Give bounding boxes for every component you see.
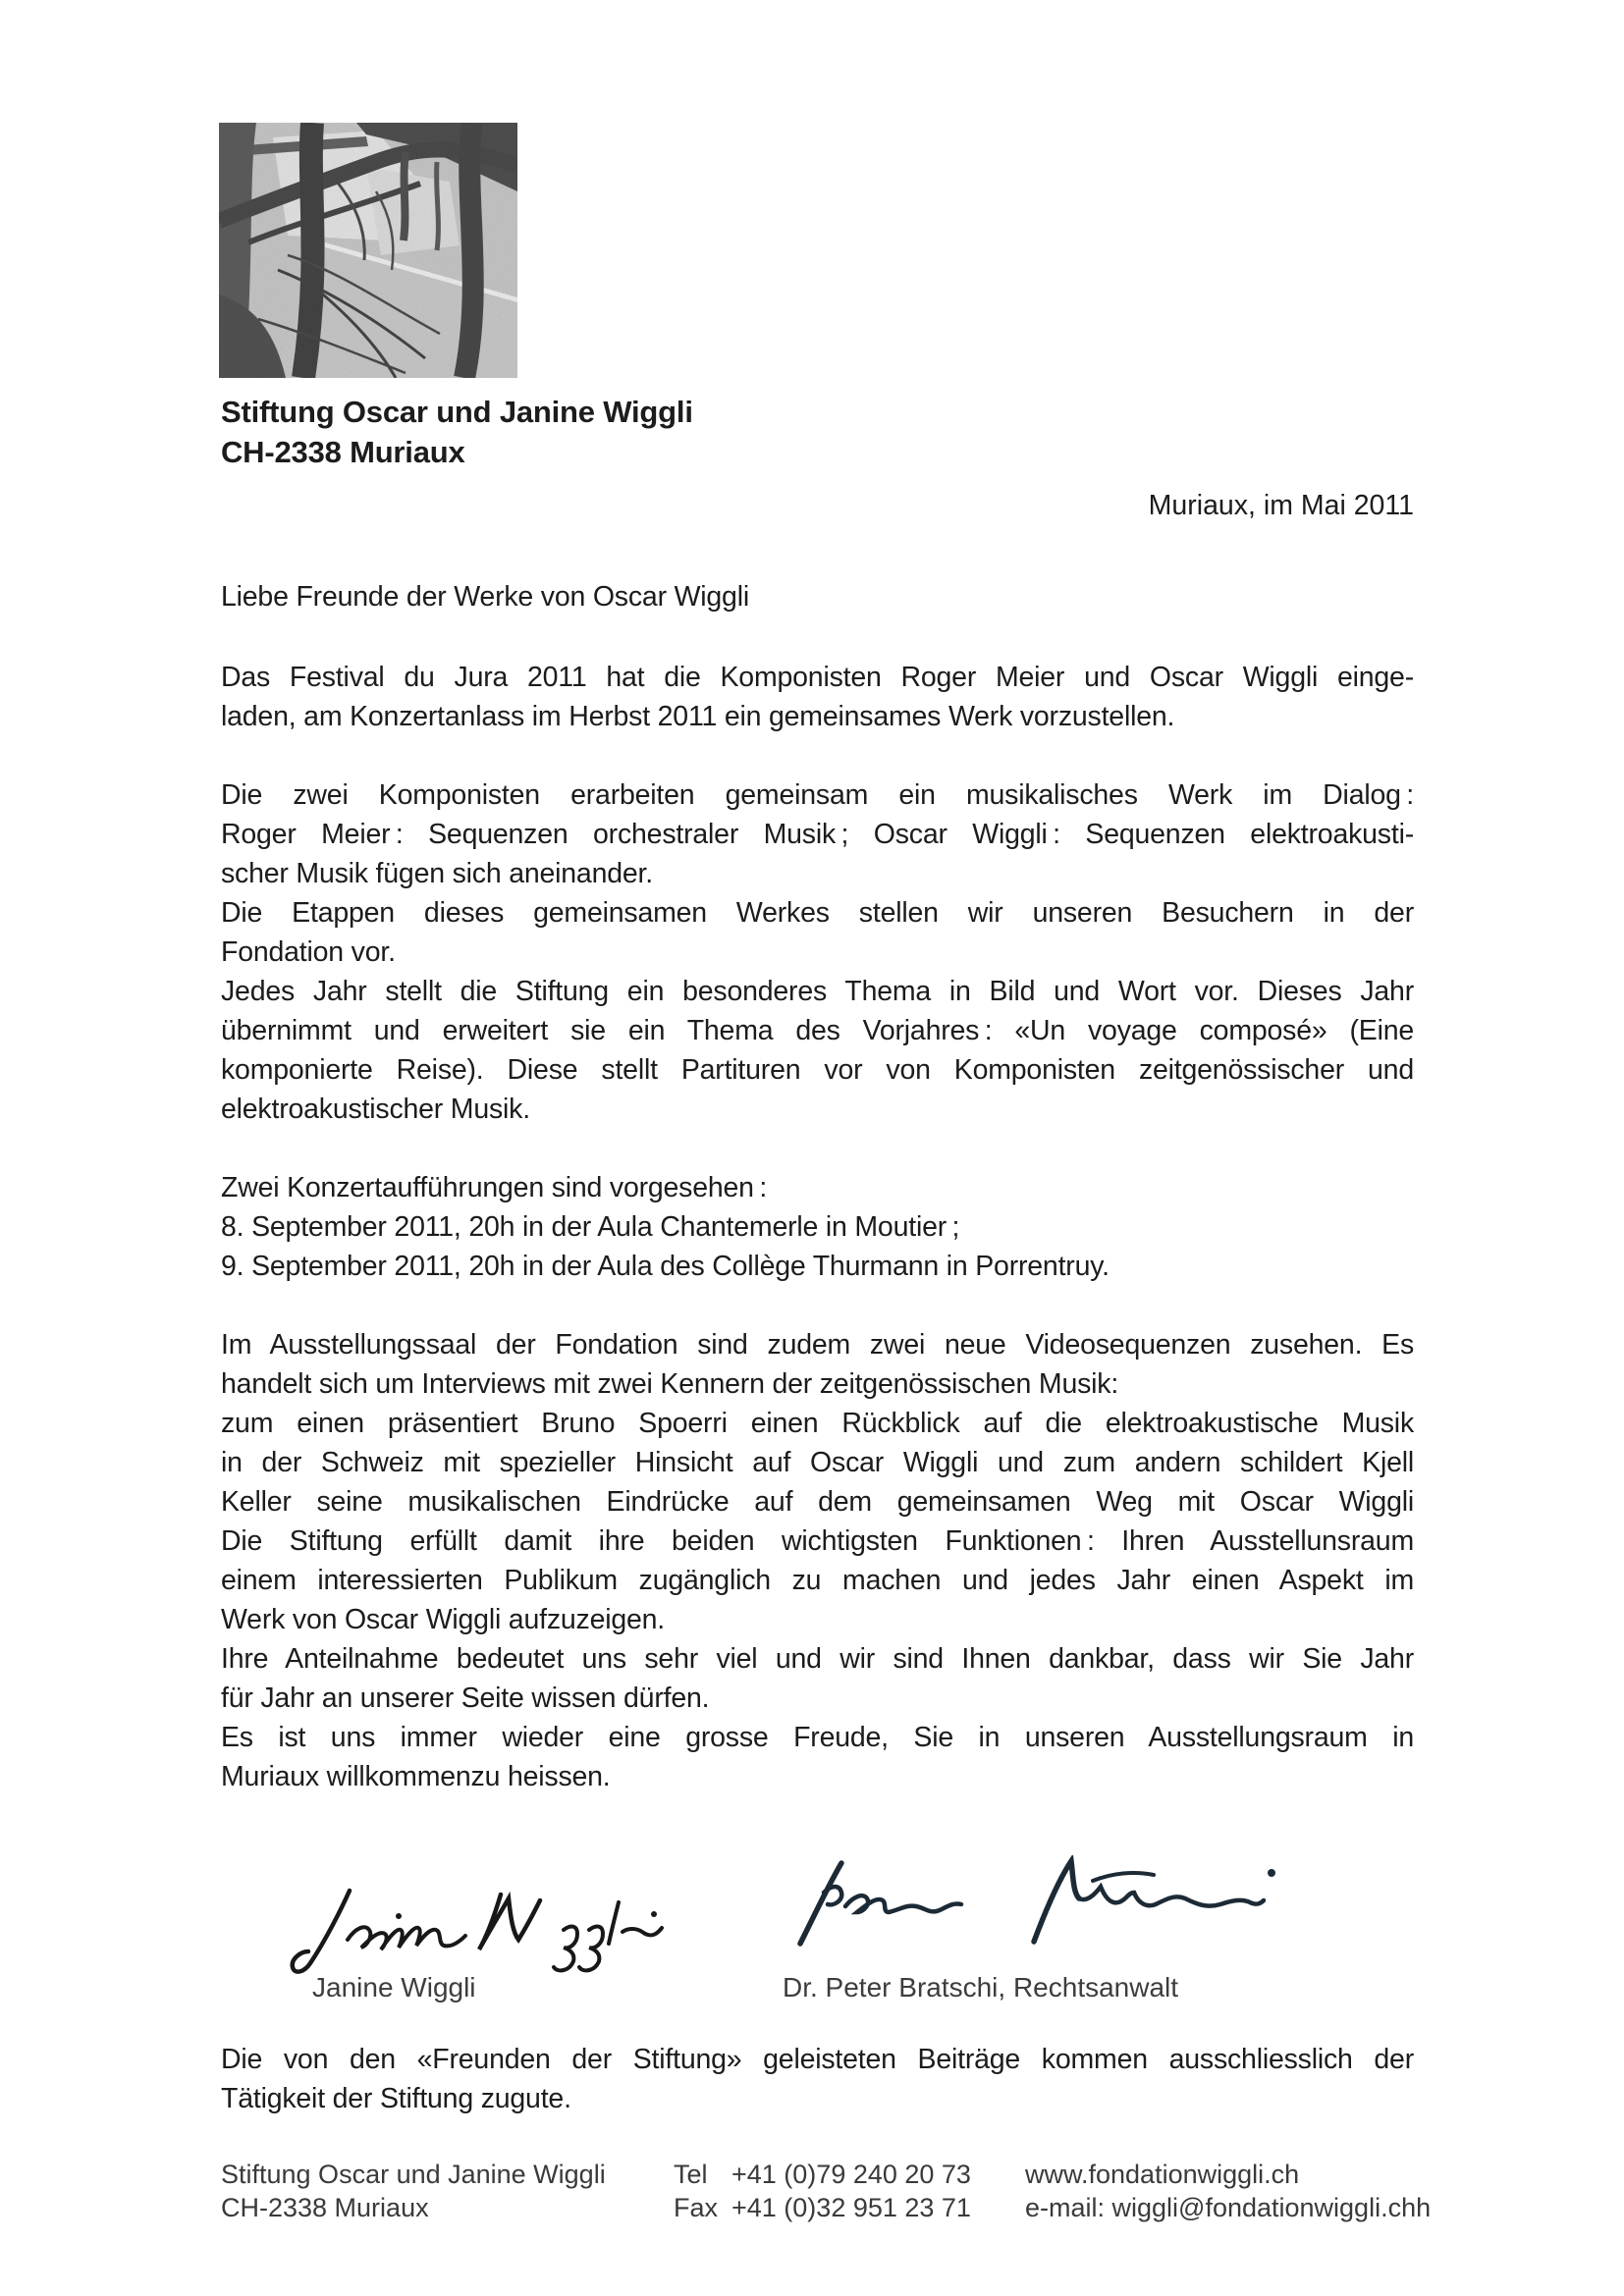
letterhead-org-city: CH-2338 Muriaux [221,435,465,469]
body-line: Es ist uns immer wieder eine grosse Freude, Sie in unseren Ausstellungsraum in [221,1722,1414,1753]
blank-line [221,1129,1414,1168]
body-line: Roger Meier : Sequenzen orchestraler Musik ; Oscar Wiggli : Sequenzen elektroakusti- [221,819,1414,850]
body-line: Die zwei Komponisten erarbeiten gemeinsam ein musikalisches Werk im Dialog : [221,779,1414,811]
footer-org-name: Stiftung Oscar und Janine Wiggli [221,2160,606,2189]
letterhead-text [221,392,693,472]
body-line: handelt sich um Interviews mit zwei Kennern der zeitgenössischen Musik: [221,1368,1119,1400]
footer-org-city: CH-2338 Muriaux [221,2193,429,2222]
closing-paragraph [221,2040,1414,2118]
body-line: 9. September 2011, 20h in der Aula des Collège Thurmann in Porrentruy. [221,1251,1110,1282]
blank-line [221,736,1414,775]
letterhead-photo [219,123,517,378]
body-line: für Jahr an unserer Seite wissen dürfen. [221,1682,710,1714]
footer-tel-value: +41 (0)79 240 20 73 [731,2160,971,2189]
janine-wiggli-signature-image [283,1885,666,1978]
body-line: Keller seine musikalischen Eindrücke auf dem gemeinsamen Weg mit Oscar Wiggli [221,1486,1414,1518]
closing-line: Tätigkeit der Stiftung zugute. [221,2083,571,2114]
body-line: Im Ausstellungssaal der Fondation sind zudem zwei neue Videosequenzen zusehen. Es [221,1329,1414,1361]
footer-fax-row [674,2191,971,2224]
body-line: Die Stiftung erfüllt damit ihre beiden wichtigsten Funktionen : Ihren Ausstellunsraum [221,1525,1414,1557]
body-line: komponierte Reise). Diese stellt Partituren vor von Komponisten zeitgenössischer und [221,1054,1414,1086]
body-line: 8. September 2011, 20h in der Aula Chantemerle in Moutier ; [221,1211,960,1243]
body-line: in der Schweiz mit spezieller Hinsicht auf Oscar Wiggli und zum andern schildert Kjell [221,1447,1414,1478]
letterhead-org-name: Stiftung Oscar und Janine Wiggli [221,395,693,429]
footer-tel-label: Tel [674,2160,708,2189]
body-line: zum einen präsentiert Bruno Spoerri einen Rückblick auf die elektroakustische Musik [221,1408,1414,1439]
footer-email: e-mail: wiggli@fondationwiggli.chh [1025,2193,1432,2222]
body-line: übernimmt und erweitert sie ein Thema des Vorjahres : «Un voyage composé» (Eine [221,1015,1414,1046]
blank-line [221,1286,1414,1325]
body-line: Die Etappen dieses gemeinsamen Werkes stellen wir unseren Besuchern in der [221,897,1414,929]
body-line: Jedes Jahr stellt die Stiftung ein besonderes Thema in Bild und Wort vor. Dieses Jahr [221,976,1414,1007]
signature-name-right: Dr. Peter Bratschi, Rechtsanwalt [783,1972,1179,2002]
body-line: Ihre Anteilnahme bedeutet uns sehr viel und wir sind Ihnen dankbar, dass wir Sie Jahr [221,1643,1414,1675]
closing-line: Die von den «Freunden der Stiftung» geleisteten Beiträge kommen ausschliesslich der [221,2044,1414,2075]
date-line: Muriaux, im Mai 2011 [1148,490,1414,521]
peter-bratschi-signature-image [781,1855,1281,1949]
body-line: Muriaux willkommenzu heissen. [221,1761,611,1792]
body-line: Fondation vor. [221,936,396,968]
footer-website: www.fondationwiggli.ch [1025,2160,1300,2189]
signature-name-left: Janine Wiggli [312,1972,476,2002]
body-line: scher Musik fügen sich aneinander. [221,858,653,889]
salutation: Liebe Freunde der Werke von Oscar Wiggli [221,581,749,613]
footer [221,2158,1432,2236]
footer-fax-label: Fax [674,2193,719,2222]
body-line: laden, am Konzertanlass im Herbst 2011 ein gemeinsames Werk vorzustellen. [221,701,1175,732]
footer-fax-value: +41 (0)32 951 23 71 [731,2193,971,2222]
footer-online [1025,2158,1431,2224]
footer-address [221,2158,606,2224]
body-line: Zwei Konzertaufführungen sind vorgesehen : [221,1172,768,1203]
footer-phone [674,2158,971,2224]
footer-tel-row [674,2158,971,2191]
body-line: Werk von Oscar Wiggli aufzuzeigen. [221,1604,666,1635]
body-line: Das Festival du Jura 2011 hat die Komponisten Roger Meier und Oscar Wiggli einge- [221,662,1414,693]
body-line: einem interessierten Publikum zugänglich zu machen und jedes Jahr einen Aspekt im [221,1565,1414,1596]
body-line: elektroakustischer Musik. [221,1094,530,1125]
letter-body [221,658,1414,1796]
